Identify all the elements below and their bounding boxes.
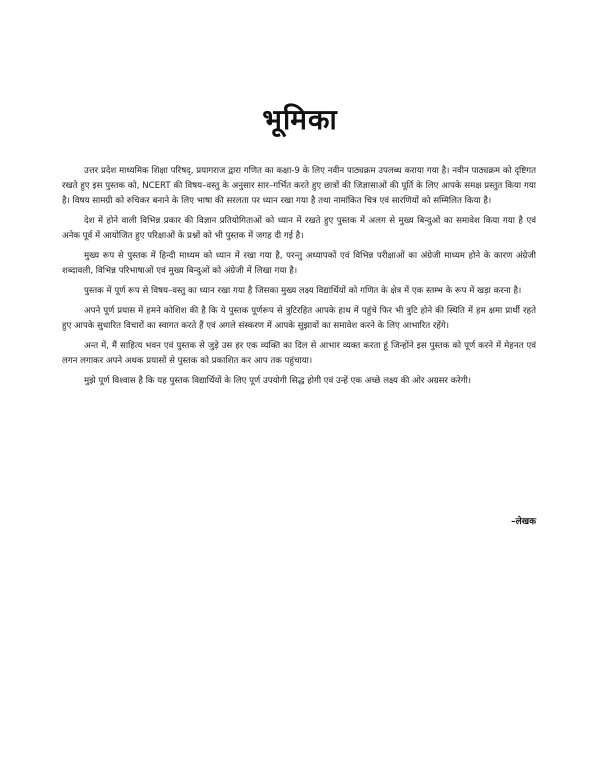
paragraph-1: उत्तर प्रदेश माध्यमिक शिक्षा परिषद्, प्रयागराज द्वारा गणित का कक्षा-9 के लिए नवीन पाठ्यक्रम उपलब्ध कराया गया है। नवीन पाठ्यक्रम को दृष्टिगत रखते हुए इस पुस्तक को, NCERT की विषय–वस्तु के अनुसार सार–गर्भित करते हुए छात्रों की जिज्ञासाओं की पूर्ति के लिए आपके समक्ष प्रस्तुत किया गया है। विषय सामग्री को रुचिकर बनाने के लिए भाषा की सरलता पर ध्यान रखा गया है तथा नामांकित चित्र एवं सारणियों को सम्मिलित किया है। [62,166,536,206]
paragraph-3: मुख्य रूप से पुस्तक में हिन्दी माध्यम को ध्यान में रखा गया है, परन्तु अध्यापकों एवं विभिन्न परीक्षाओं का अंग्रेजी माध्यम होने के कारण अंग्रेजी शब्दावली, विभिन्न परिभाषाओं एवं मुख्य बिन्दुओं को अंग्रेजी में लिखा गया है। [62,251,536,276]
paragraph-2: देश में होने वाली विभिन्न प्रकार की विज्ञान प्रतियोगिताओं को ध्यान में रखते हुए पुस्तक में अलग से मुख्य बिन्दुओं का समावेश किया गया है एवं अनेक पूर्व में आयोजित हुए परिक्षाओं के प्रश्नों को भी पुस्तक में जगह दी गई है। [62,216,536,241]
paragraph-4: पुस्तक में पूर्ण रूप से विषय–वस्तु का ध्यान रखा गया है जिसका मुख्य लक्ष्य विद्यार्थियों को गणित के क्षेत्र में एक स्तम्भ के रूप में खड़ा करना है। [84,286,522,296]
preface-body [62,164,536,394]
paragraph-6: अन्त में, मैं साहित्य भवन एवं पुस्तक से जुड़े उस हर एक व्यक्ति का दिल से आभार व्यक्त करता हूं जिन्होंने इस पुस्तक को पूर्ण करने में मेहनत एवं लगन लगाकर अपने अथक प्रयासों से पुस्तक को प्रकाशित कर आप तक पहुंचाया। [62,341,536,366]
page-title: भूमिका [262,103,338,136]
paragraph-7: मुझे पूर्ण विश्वास है कि यह पुस्तक विद्यार्थियों के लिए पूर्ण उपयोगी सिद्ध होगी एवं उन्हें एक अच्छे लक्ष्य की ओर अग्रसर करेगी। [84,376,472,386]
author-signature: –लेखक [511,517,536,527]
paragraph-5: अपने पूर्ण प्रयास में हमने कोशिश की है कि ये पुस्तक पूर्णरूप से त्रुटिरहित आपके हाथ में पहुंचे फिर भी त्रुटि होने की स्थिति में हम क्षमा प्रार्थी रहते हुए आपके सुधारित विचारों का स्वागत करते हैं एवं अगले संस्करण में आपके सुझावों का समावेश करने के लिए आभारित रहेंगे। [62,306,536,331]
